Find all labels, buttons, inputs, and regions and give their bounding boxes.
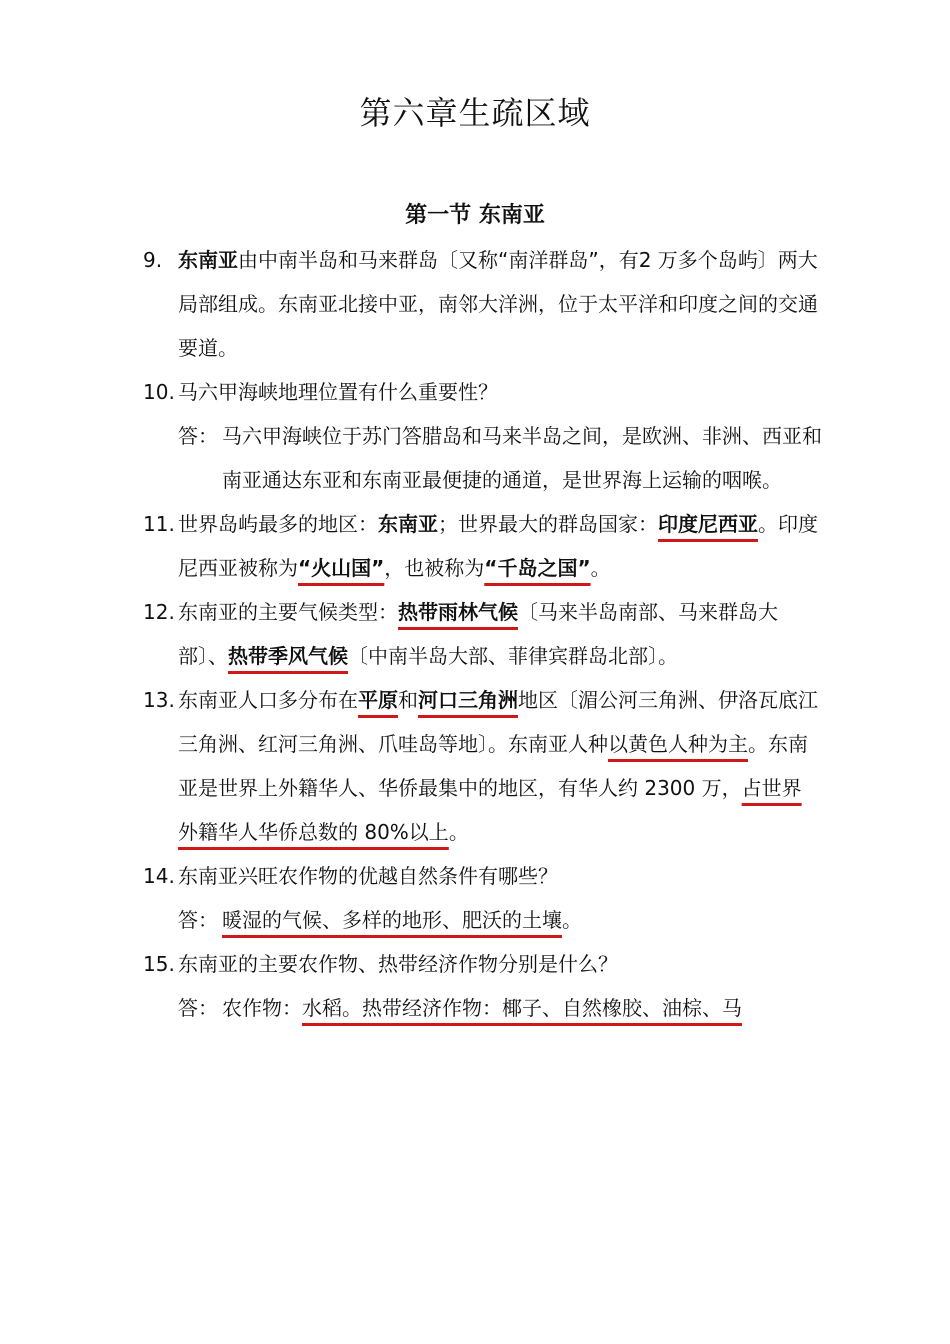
content [0,238,950,1030]
item-15 [0,942,950,986]
keyword-underlined: 热带雨林气候 [398,600,518,624]
item-14 [0,854,950,898]
underlined-text: 水稻。热带经济作物：椰子、自然橡胶、油棕、马 [302,996,742,1020]
item-text: 东南亚的主要气候类型：热带雨林气候〔马来半岛南部、马来群岛大部〕、热带季风气候〔中南半岛大部、菲律宾群岛北部〕。 [178,600,778,668]
keyword-underlined: “火山国” [298,556,385,580]
answer-15 [0,986,950,1030]
underlined-text: 暖湿的气候、多样的地形、肥沃的土壤 [222,908,562,932]
item-10 [0,370,950,414]
answer-label: 答： [178,908,218,932]
item-11 [0,502,950,590]
item-13 [0,678,950,854]
item-text: 东南亚由中南半岛和马来群岛〔又称“南洋群岛”，有2 万多个岛屿〕两大局部组成。东南亚北接中亚，南邻大洋洲，位于太平洋和印度之间的交通要道。 [178,248,818,360]
item-question: 东南亚兴旺农作物的优越自然条件有哪些？ [178,864,558,888]
keyword-underlined: “千岛之国” [484,556,591,580]
item-number: 14. [143,864,175,888]
item-question: 东南亚的主要农作物、热带经济作物分别是什么？ [178,952,618,976]
answer-text: 暖湿的气候、多样的地形、肥沃的土壤。 [222,908,582,932]
item-number: 9. [143,248,163,272]
item-number: 13. [143,688,175,712]
keyword-underlined: 平原 [358,688,398,712]
keyword-underlined: 河口三角洲 [418,688,518,712]
underlined-text: 以黄色人种为主 [608,732,748,756]
keyword: 东南亚 [378,512,438,536]
item-text: 东南亚人口多分布在平原和河口三角洲地区〔湄公河三角洲、伊洛瓦底江三角洲、红河三角洲、爪哇岛等地〕。东南亚人种以黄色人种为主。东南亚是世界上外籍华人、华侨最集中的地区，有华人约 2300 万，占世界外籍华人华侨总数的 80%以上。 [178,688,818,844]
keyword-underlined: 印度尼西亚 [658,512,758,536]
chapter-title: 第六章生疏区域 [359,94,591,132]
answer-10 [0,414,950,502]
item-question: 马六甲海峡地理位置有什么重要性？ [178,380,498,404]
item-number: 11. [143,512,175,536]
item-text: 世界岛屿最多的地区：东南亚；世界最大的群岛国家：印度尼西亚。印度尼西亚被称为“火山国”，也被称为“千岛之国”。 [178,512,818,580]
item-9 [0,238,950,370]
answer-text: 农作物：水稻。热带经济作物：椰子、自然橡胶、油棕、马 [222,996,742,1020]
item-12 [0,590,950,678]
keyword-underlined: 热带季风气候 [228,644,348,668]
answer-label: 答： [178,996,218,1020]
item-number: 12. [143,600,175,624]
item-number: 15. [143,952,175,976]
answer-14 [0,898,950,942]
keyword: 东南亚 [178,248,238,272]
item-number: 10. [143,380,175,404]
section-title: 第一节 东南亚 [405,203,545,228]
answer-text: 马六甲海峡位于苏门答腊岛和马来半岛之间，是欧洲、非洲、西亚和南亚通达东亚和东南亚最便捷的通道，是世界海上运输的咽喉。 [222,424,822,492]
answer-label: 答： [178,424,218,448]
underlined-text: 占世界外籍华人华侨总数的 80%以上 [178,776,802,844]
